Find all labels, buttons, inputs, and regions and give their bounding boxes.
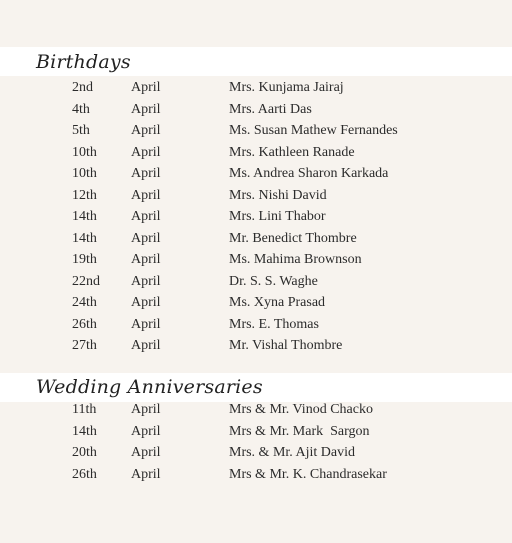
list-item bbox=[0, 99, 512, 121]
couple-name: Mrs & Mr. Mark Sargon bbox=[229, 423, 370, 439]
person-name: Mr. Benedict Thombre bbox=[229, 230, 357, 246]
list-item bbox=[0, 249, 512, 271]
day: 12th bbox=[72, 187, 97, 203]
month: April bbox=[131, 402, 161, 417]
day: 14th bbox=[72, 230, 97, 246]
list-item bbox=[0, 421, 512, 443]
list-item bbox=[0, 185, 512, 207]
list-item bbox=[0, 120, 512, 142]
anniversaries-list bbox=[0, 399, 512, 485]
birthdays-list bbox=[0, 77, 512, 357]
list-item bbox=[0, 228, 512, 250]
person-name: Mr. Vishal Thombre bbox=[229, 338, 343, 353]
day: 24th bbox=[72, 295, 97, 310]
month: April bbox=[131, 273, 161, 289]
month: April bbox=[131, 316, 161, 332]
person-name: Mrs. Aarti Das bbox=[229, 101, 312, 117]
month: April bbox=[131, 295, 161, 310]
couple-name: Mrs & Mr. Vinod Chacko bbox=[229, 402, 373, 417]
month: April bbox=[131, 445, 161, 460]
person-name: Dr. S. S. Waghe bbox=[229, 273, 318, 289]
list-item bbox=[0, 77, 512, 99]
month: April bbox=[131, 230, 161, 246]
day: 22nd bbox=[72, 273, 100, 289]
person-name: Mrs. E. Thomas bbox=[229, 316, 319, 332]
day: 2nd bbox=[72, 80, 93, 95]
month: April bbox=[131, 144, 161, 160]
list-item bbox=[0, 399, 512, 421]
day: 27th bbox=[72, 338, 97, 353]
day: 14th bbox=[72, 209, 97, 224]
person-name: Ms. Susan Mathew Fernandes bbox=[229, 123, 398, 138]
person-name: Ms. Mahima Brownson bbox=[229, 252, 362, 267]
list-item bbox=[0, 442, 512, 464]
day: 26th bbox=[72, 466, 97, 482]
list-item bbox=[0, 271, 512, 293]
month: April bbox=[131, 423, 161, 439]
couple-name: Mrs. & Mr. Ajit David bbox=[229, 445, 356, 460]
list-item bbox=[0, 292, 512, 314]
birthdays-heading: Birthdays bbox=[36, 51, 131, 73]
list-item bbox=[0, 314, 512, 336]
day: 20th bbox=[72, 445, 97, 460]
month: April bbox=[131, 123, 161, 138]
day: 19th bbox=[72, 252, 97, 267]
person-name: Mrs. Nishi David bbox=[229, 187, 327, 203]
month: April bbox=[131, 166, 161, 181]
month: April bbox=[131, 80, 161, 95]
person-name: Mrs. Lini Thabor bbox=[229, 209, 326, 224]
month: April bbox=[131, 252, 161, 267]
month: April bbox=[131, 209, 161, 224]
month: April bbox=[131, 187, 161, 203]
month: April bbox=[131, 466, 161, 482]
day: 10th bbox=[72, 144, 97, 160]
day: 14th bbox=[72, 423, 97, 439]
list-item bbox=[0, 206, 512, 228]
month: April bbox=[131, 101, 161, 117]
day: 4th bbox=[72, 101, 90, 117]
person-name: Mrs. Kunjama Jairaj bbox=[229, 80, 344, 95]
list-item bbox=[0, 163, 512, 185]
person-name: Mrs. Kathleen Ranade bbox=[229, 144, 355, 160]
list-item bbox=[0, 335, 512, 357]
day: 5th bbox=[72, 123, 90, 138]
couple-name: Mrs & Mr. K. Chandrasekar bbox=[229, 466, 387, 482]
list-item bbox=[0, 142, 512, 164]
anniversaries-heading: Wedding Anniversaries bbox=[36, 376, 263, 398]
person-name: Ms. Xyna Prasad bbox=[229, 295, 326, 310]
list-item bbox=[0, 464, 512, 486]
day: 26th bbox=[72, 316, 97, 332]
day: 10th bbox=[72, 166, 97, 181]
month: April bbox=[131, 338, 161, 353]
person-name: Ms. Andrea Sharon Karkada bbox=[229, 166, 389, 181]
day: 11th bbox=[72, 402, 97, 417]
